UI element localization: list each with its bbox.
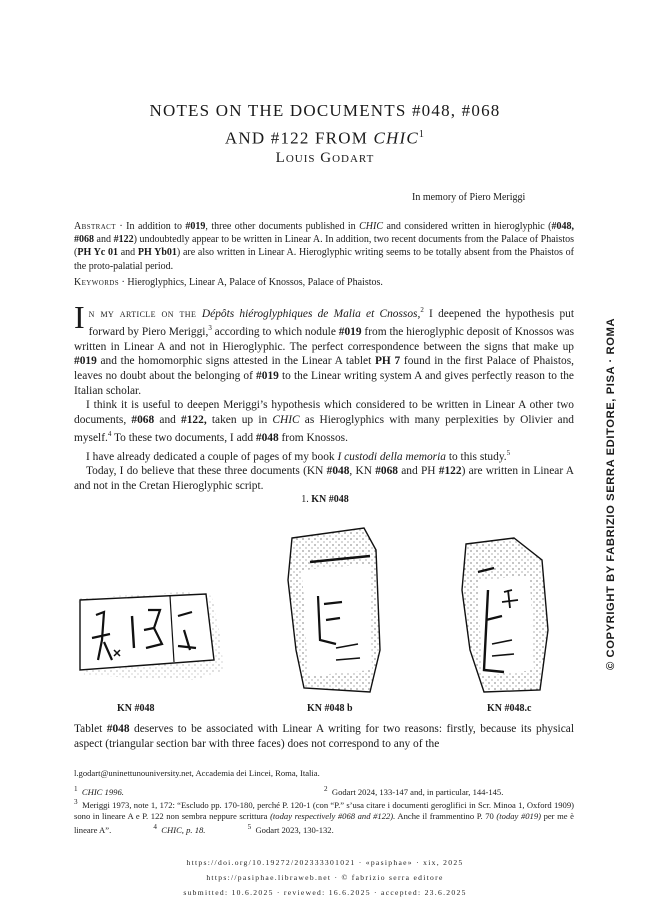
footnote-mark: 2 — [420, 306, 424, 314]
footnote-text: CHIC 1996. — [81, 786, 124, 797]
abstract-ref: PH Yc 01 — [77, 247, 118, 259]
footnote-1 — [74, 784, 324, 798]
paragraph-5 — [74, 722, 574, 751]
doc-ref: #048 — [255, 432, 279, 445]
doc-ref: #068 — [131, 413, 155, 426]
footnote-num: 4 — [153, 822, 157, 831]
abstract-text: ) undoubtedly appear to be written in Linear A. In addition, two recent documents from the Palace of Phaistos ( — [74, 234, 574, 259]
footnote-text: Godart 2024, 133-147 and, in particular, 144-145. — [331, 786, 504, 797]
para-text: and the homomorphic signs attested in the Linear A tablet — [96, 355, 375, 368]
abstract-text: and considered written in hieroglyphic ( — [383, 221, 552, 232]
doc-ref: #048 — [326, 465, 350, 478]
figure-number: 1. — [301, 494, 312, 505]
abstract-ref: #019 — [185, 221, 206, 232]
footnote-4-text: CHIC, p. 18. — [161, 824, 206, 835]
figure-label: KN #048 — [311, 494, 349, 505]
article-title-line1: NOTES ON THE DOCUMENTS #048, #068 — [149, 101, 501, 120]
doc-ref: #068 — [375, 465, 398, 478]
title-line2-text: AND #122 FROM — [224, 128, 374, 148]
figure-caption-1: KN #048 — [117, 703, 155, 714]
tablet-face-a — [78, 592, 224, 680]
tablet-drawings — [74, 520, 574, 700]
paragraph-3 — [74, 446, 574, 464]
footnotes-row-1 — [74, 784, 574, 798]
para-text: Tablet — [74, 723, 107, 735]
para-text: as Hieroglyphics with many perplexities by Olivier and myself. — [74, 413, 575, 445]
abstract-text: , three other documents published in — [205, 221, 360, 232]
doc-ref: PH 7 — [374, 355, 401, 368]
footnote-2 — [324, 787, 503, 797]
body-text — [74, 299, 575, 493]
tablet-face-b — [288, 528, 380, 692]
keywords-text: · Hieroglyphics, Linear A, Palace of Knossos, Palace of Phaistos. — [119, 277, 383, 288]
para-italic: Dépôts hiéroglyphiques de Malia et Cnossos, — [201, 307, 421, 320]
keywords — [74, 277, 574, 288]
para-text: to this study. — [445, 450, 507, 463]
para-text: from Knossos. — [278, 432, 348, 445]
footer-url: https://pasiphae.libraweb.net · © fabrizio serra editore — [206, 873, 444, 882]
abstract-label: Abstract — [74, 221, 116, 232]
para-italic: CHIC — [272, 413, 300, 426]
dedication: In memory of Piero Meriggi — [412, 192, 526, 203]
para-text: ) are written in Linear A and not in the Cretan Hieroglyphic script. — [74, 465, 574, 492]
footnote-text: Meriggi 1973, note 1, 172: “Escludo pp. 170-180, perché P. 120-1 (con “P.” s’usa citare i documenti geroglifici in Scr. Minoa 1, Oxford 1909) sono in lineare A e P. 122 non sembra neppure scrittura — [74, 799, 574, 821]
figure-caption-3: KN #048.c — [487, 703, 532, 714]
abstract — [74, 220, 574, 273]
footnote-italic: (today #019) — [496, 810, 541, 821]
para-text: to the Linear writing system A and gives perfectly reason to the Italian scholar. — [74, 369, 574, 397]
paragraph-2 — [74, 398, 574, 446]
doc-ref: #122, — [181, 413, 207, 426]
author-name: Louis Godart — [275, 150, 375, 166]
para-text: I think it is useful to deepen Meriggi’s hypothesis which considered to be written in Linear A other two documents, — [74, 399, 574, 426]
copyright-text: © COPYRIGHT BY FABRIZIO SERRA EDITORE, PISA · ROMA — [605, 317, 617, 670]
para-text: and — [154, 413, 182, 426]
para-text: , KN — [349, 465, 376, 478]
doc-ref: #019 — [74, 355, 97, 368]
abstract-ref: #122 — [113, 234, 134, 246]
keywords-label: Keywords — [74, 277, 120, 288]
doc-ref: #048 — [106, 723, 130, 735]
author-affiliation: l.godart@uninettunouniversity.net, Accademia dei Lincei, Roma, Italia. — [74, 768, 320, 778]
footnote-mark: 5 — [506, 448, 511, 457]
abstract-chic: CHIC — [359, 221, 384, 232]
para-text: found in the first Palace of Phaistos, leaves no doubt about the belonging of — [74, 355, 574, 382]
footnote-num: 1 — [74, 785, 78, 793]
footer-dates: submitted: 10.6.2025 · reviewed: 16.6.2025 · accepted: 23.6.2025 — [183, 888, 467, 897]
footnote-num: 5 — [247, 822, 252, 831]
para-text: To these two documents, I add — [111, 432, 256, 445]
title-chic: CHIC — [373, 128, 419, 148]
footnote-mark: 3 — [208, 324, 212, 333]
footer-doi: https://doi.org/10.19272/202333301021 · «pasiphae» · xix, 2025 — [186, 858, 464, 867]
doc-ref: #019 — [338, 326, 362, 339]
paragraph-4 — [74, 464, 574, 493]
doc-ref: #122 — [438, 465, 462, 478]
para-text: taken up in — [206, 413, 273, 426]
footnote-italic: (today respectively #068 and #122). — [270, 810, 396, 821]
abstract-text: · In addition to — [115, 221, 186, 232]
abstract-ref: PH Yb01 — [137, 247, 177, 259]
footnote-mark: 4 — [107, 430, 112, 439]
footnote-text: per me è lineare A”. — [74, 810, 574, 835]
figure-caption-2: KN #048 b — [307, 703, 353, 714]
doc-ref: #019 — [256, 369, 279, 382]
figure-title — [0, 494, 650, 505]
abstract-text: and — [117, 247, 138, 259]
para-text: I deepened the hypothesis put forward by Piero Meriggi, — [88, 307, 574, 339]
para-text: Today, I do believe that these three documents (KN — [86, 465, 327, 478]
para-text: and PH — [398, 465, 439, 478]
abstract-text: and — [94, 234, 114, 246]
footnote-3 — [74, 797, 574, 836]
abstract-text: ) are also written in Linear A. Hieroglyphic writing seems to be totally absent from the Phaistos of the proto-palatial period. — [74, 247, 574, 272]
abstract-ref: #048, #068 — [74, 221, 574, 246]
paragraph-1 — [74, 299, 575, 398]
tablet-face-c — [462, 538, 548, 692]
para-text: deserves to be associated with Linear A writing for two reasons: firstly, because its physical aspect (triangular section bar with three faces) does not correspond to any of the — [74, 723, 574, 750]
title-footnote-mark: 1 — [418, 129, 426, 140]
para-text: n my article on the — [88, 307, 202, 320]
footnote-num: 3 — [74, 798, 78, 806]
article-title-line2 — [0, 124, 650, 150]
para-italic: I custodi della memoria — [337, 450, 446, 463]
para-text: I have already dedicated a couple of pages of my book — [86, 450, 338, 463]
copyright-notice — [605, 317, 625, 670]
para-text: according to which nodule — [211, 326, 339, 339]
para-text: from the hieroglyphic deposit of Knossos was written in Linear A and not in Hieroglyphic. The perfect correspondence between the signs that make up — [74, 326, 575, 353]
drop-cap: I — [74, 299, 85, 335]
footnote-5-text: Godart 2023, 130-132. — [255, 824, 334, 835]
footnote-num: 2 — [324, 785, 328, 793]
footnote-text: Anche il frammentino P. 70 — [395, 810, 497, 821]
